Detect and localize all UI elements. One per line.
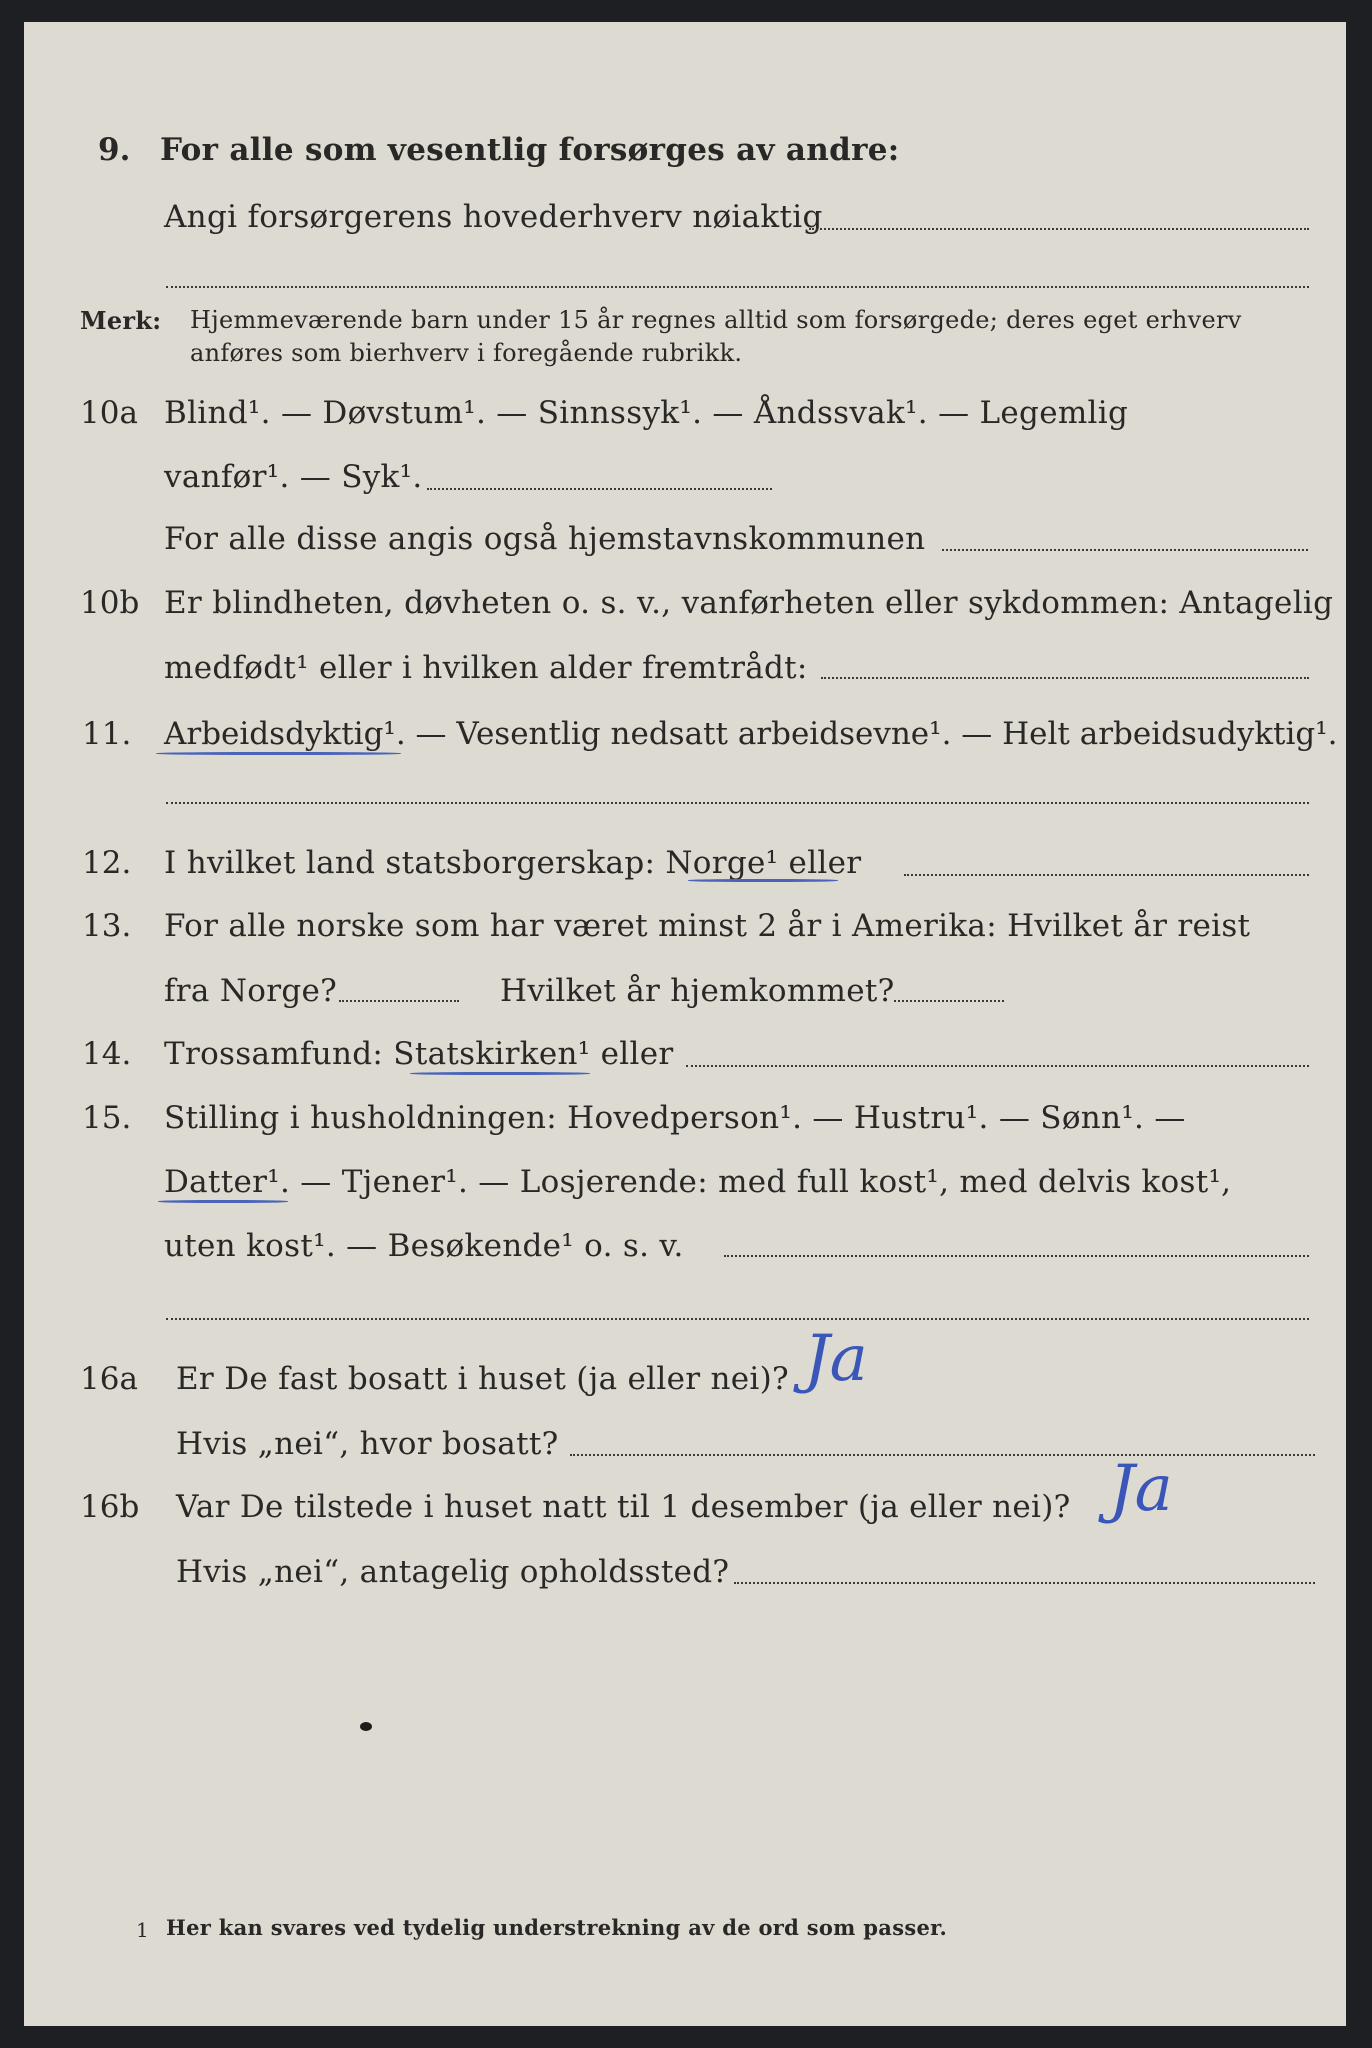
q15-line-2: Datter¹. — Tjener¹. — Losjerende: med full kost¹, med delvis kost¹, <box>164 1164 1232 1200</box>
q13-answer-line-1[interactable] <box>339 1000 459 1002</box>
q15-answer-line-1[interactable] <box>724 1255 1309 1257</box>
q15-line-1: Stilling i husholdningen: Hovedperson¹. — Hustru¹. — Sønn¹. — <box>164 1100 1186 1136</box>
footnote-mark: 1 <box>136 1918 150 1942</box>
q11-line-1: Arbeidsdyktig¹. — Vesentlig nedsatt arbeidsevne¹. — Helt arbeidsudyktig¹. <box>164 716 1338 752</box>
q12-number: 12. <box>82 845 132 881</box>
q13-line-1: For alle norske som har været minst 2 år i Amerika: Hvilket år reist <box>164 908 1251 944</box>
q16b-answer-line[interactable] <box>734 1582 1315 1584</box>
q12-underline-mark <box>688 879 838 882</box>
merk-line-1: Hjemmeværende barn under 15 år regnes alltid som forsørgede; deres eget erhverv <box>190 306 1242 334</box>
q16a-number: 16a <box>80 1361 138 1397</box>
footnote-text: Her kan svares ved tydelig understrekning av de ord som passer. <box>166 1915 948 1940</box>
q13-line-2a: fra Norge? <box>164 973 338 1009</box>
q9-question: Angi forsørgerens hovederhverv nøiaktig <box>164 199 823 235</box>
q12-line-1: I hvilket land statsborgerskap: Norge¹ eller <box>164 845 862 881</box>
q10a-line-3: For alle disse angis også hjemstavnskommunen <box>164 521 926 557</box>
merk-label: Merk: <box>80 306 162 335</box>
q10a-line-1: Blind¹. — Døvstum¹. — Sinnssyk¹. — Åndssvak¹. — Legemlig <box>164 395 1129 431</box>
q10b-line-2: medfødt¹ eller i hvilken alder fremtrådt: <box>164 650 808 686</box>
q14-underline-mark <box>410 1072 590 1075</box>
ink-spot <box>360 1722 372 1731</box>
q16b-handwritten-answer: Ja <box>1109 1452 1173 1526</box>
q10b-number: 10b <box>80 585 140 621</box>
q15-answer-line-2[interactable] <box>166 1318 1309 1320</box>
q16a-line-1: Er De fast bosatt i huset (ja eller nei)? <box>176 1361 789 1397</box>
q10a-number: 10a <box>80 395 138 431</box>
q16a-answer-line[interactable] <box>570 1454 1315 1456</box>
q10a-line-2: vanfør¹. — Syk¹. <box>164 459 423 495</box>
q11-answer-line[interactable] <box>166 802 1309 804</box>
merk-line-2: anføres som bierhverv i foregående rubrikk. <box>190 339 743 367</box>
q13-number: 13. <box>82 908 132 944</box>
q16b-number: 16b <box>80 1489 140 1525</box>
q14-number: 14. <box>82 1036 132 1072</box>
q16b-line-2: Hvis „nei“, antagelig opholdssted? <box>176 1554 730 1590</box>
census-form-page <box>24 22 1346 2026</box>
q16b-line-1: Var De tilstede i huset natt til 1 desember (ja eller nei)? <box>176 1489 1071 1525</box>
q9-answer-line-1[interactable] <box>809 228 1309 230</box>
q12-answer-line[interactable] <box>904 874 1309 876</box>
q9-answer-line-2[interactable] <box>166 286 1309 288</box>
q16a-handwritten-answer: Ja <box>804 1322 868 1396</box>
q10b-answer-line[interactable] <box>821 677 1309 679</box>
q15-underline-mark <box>158 1200 288 1203</box>
q10a-answer-line-2[interactable] <box>942 549 1308 551</box>
q11-number: 11. <box>82 716 132 752</box>
q9-title: For alle som vesentlig forsørges av andre: <box>160 132 900 168</box>
q10a-answer-line-1[interactable] <box>427 488 772 490</box>
q14-line-1: Trossamfund: Statskirken¹ eller <box>164 1036 674 1072</box>
q10b-line-1: Er blindheten, døvheten o. s. v., vanførheten eller sykdommen: Antagelig <box>164 585 1334 621</box>
q14-answer-line[interactable] <box>686 1065 1309 1067</box>
q15-number: 15. <box>82 1100 132 1136</box>
q16a-line-2: Hvis „nei“, hvor bosatt? <box>176 1426 559 1462</box>
q13-line-2b: Hvilket år hjemkommet? <box>500 973 895 1009</box>
q11-underline-mark <box>156 752 401 755</box>
q15-line-3: uten kost¹. — Besøkende¹ o. s. v. <box>164 1228 684 1264</box>
q13-answer-line-2[interactable] <box>894 1000 1004 1002</box>
q9-number: 9. <box>98 132 131 168</box>
